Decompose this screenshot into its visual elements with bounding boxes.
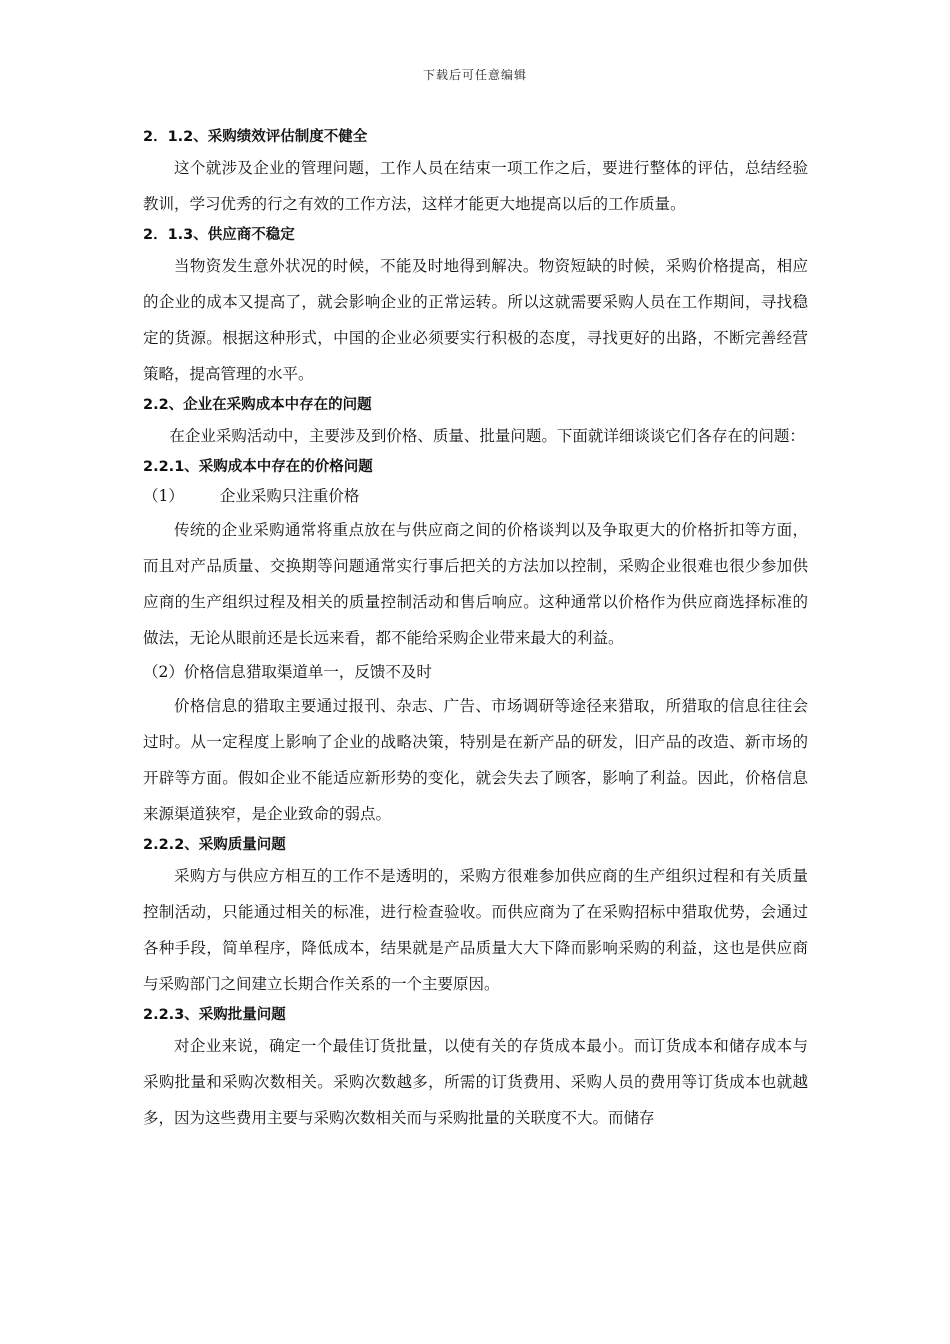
section-heading-2-2-1: 2.2.1、采购成本中存在的价格问题	[143, 459, 373, 475]
paragraph-2-2-2: 采购方与供应方相互的工作不是透明的，采购方很难参加供应商的生产组织过程和有关质量控制活动，只能通过相关的标准，进行检查验收。而供应商为了在采购招标中猎取优势，会通过各种手段，简单程序，降低成本，结果就是产品质量大大下降而影响采购的利益，这也是供应商与采购部门之间建立长期合作关系的一个主要原因。	[143, 867, 808, 993]
list-item-2: （2）价格信息猎取渠道单一，反馈不及时	[143, 663, 432, 681]
paragraph-2-2-1-a: 传统的企业采购通常将重点放在与供应商之间的价格谈判以及争取更大的价格折扣等方面，而且对产品质量、交换期等问题通常实行事后把关的方法加以控制，采购企业很难也很少参加供应商的生产组织过程及相关的质量控制活动和售后响应。这种通常以价格作为供应商选择标准的做法，无论从眼前还是长远来看，都不能给采购企业带来最大的利益。	[143, 521, 808, 647]
paragraph-2-1-2: 这个就涉及企业的管理问题，工作人员在结束一项工作之后，要进行整体的评估，总结经验教训，学习优秀的行之有效的工作方法，这样才能更大地提高以后的工作质量。	[143, 159, 808, 213]
paragraph-2-2-3: 对企业来说，确定一个最佳订货批量，以使有关的存货成本最小。而订货成本和储存成本与采购批量和采购次数相关。采购次数越多，所需的订货费用、采购人员的费用等订货成本也就越多，因为这些费用主要与采购次数相关而与采购批量的关联度不大。而储存	[143, 1037, 808, 1127]
list-item-1-number: （1）	[143, 487, 184, 505]
section-heading-2-2: 2.2、企业在采购成本中存在的问题	[143, 397, 372, 413]
paragraph-2-2-1-b: 价格信息的猎取主要通过报刊、杂志、广告、市场调研等途径来猎取，所猎取的信息往往会过时。从一定程度上影响了企业的战略决策，特别是在新产品的研发，旧产品的改造、新市场的开辟等方面。假如企业不能适应新形势的变化，就会失去了顾客，影响了利益。因此，价格信息来源渠道狭窄，是企业致命的弱点。	[143, 697, 808, 823]
section-heading-2-2-2: 2.2.2、采购质量问题	[143, 837, 286, 853]
section-heading-2-1-3: 2．1.3、供应商不稳定	[143, 227, 295, 243]
paragraph-2-1-3: 当物资发生意外状况的时候，不能及时地得到解决。物资短缺的时候，采购价格提高，相应的企业的成本又提高了，就会影响企业的正常运转。所以这就需要采购人员在工作期间，寻找稳定的货源。根据这种形式，中国的企业必须要实行积极的态度，寻找更好的出路，不断完善经营策略，提高管理的水平。	[143, 257, 808, 383]
section-heading-2-2-3: 2.2.3、采购批量问题	[143, 1007, 286, 1023]
document-body	[143, 124, 808, 1136]
list-item-1-text: 企业采购只注重价格	[219, 487, 360, 505]
page-header: 下载后可任意编辑	[422, 68, 527, 82]
list-item-1	[143, 480, 808, 512]
section-heading-2-1-2: 2．1.2、采购绩效评估制度不健全	[143, 129, 368, 145]
paragraph-2-2: 在企业采购活动中，主要涉及到价格、质量、批量问题。下面就详细谈谈它们各存在的问题：	[169, 427, 805, 445]
